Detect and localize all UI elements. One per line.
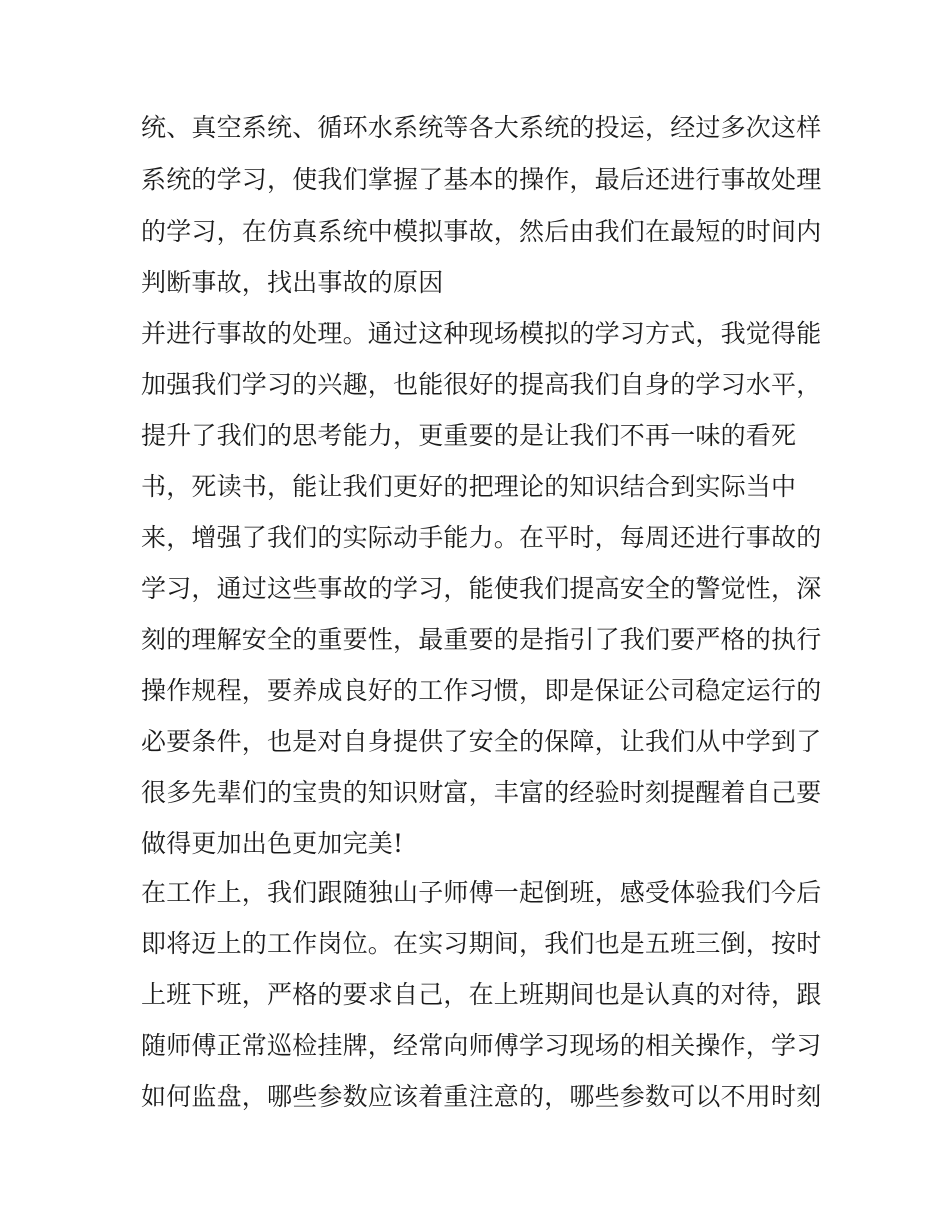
text-line: 系统的学习，使我们掌握了基本的操作，最后还进行事故处理 [141,165,822,194]
text-line: 来，增强了我们的实际动手能力。在平时，每周还进行事故的 [141,523,822,552]
text-line: 在工作上，我们跟随独山子师傅一起倒班，感受体验我们今后 [141,878,822,907]
text-line: 学习，通过这些事故的学习，能使我们提高安全的警觉性，深 [141,574,822,603]
text-line: 提升了我们的思考能力，更重要的是让我们不再一味的看死 [141,421,797,450]
text-line: 书，死读书，能让我们更好的把理论的知识结合到实际当中 [141,472,797,501]
text-line: 统、真空系统、循环水系统等各大系统的投运，经过多次这样 [141,113,822,142]
text-line: 并进行事故的处理。通过这种现场模拟的学习方式，我觉得能 [141,319,822,348]
text-line: 操作规程，要养成良好的工作习惯，即是保证公司稳定运行的 [141,676,822,705]
text-line: 如何监盘，哪些参数应该着重注意的，哪些参数可以不用时刻 [141,1082,822,1111]
text-line: 刻的理解安全的重要性，最重要的是指引了我们要严格的执行 [141,625,822,654]
text-line: 随师傅正常巡检挂牌，经常向师傅学习现场的相关操作，学习 [141,1031,822,1060]
text-line: 做得更加出色更加完美! [141,829,404,858]
text-line: 上班下班，严格的要求自己，在上班期间也是认真的对待，跟 [141,980,822,1009]
text-line: 判断事故，找出事故的原因 [141,268,444,297]
text-line: 加强我们学习的兴趣，也能很好的提高我们自身的学习水平， [141,370,822,399]
text-line: 即将迈上的工作岗位。在实习期间，我们也是五班三倒，按时 [141,929,822,958]
text-line: 的学习，在仿真系统中模拟事故，然后由我们在最短的时间内 [141,217,822,246]
text-line: 必要条件，也是对自身提供了安全的保障，让我们从中学到了 [141,727,822,756]
text-line: 很多先辈们的宝贵的知识财富，丰富的经验时刻提醒着自己要 [141,778,822,807]
